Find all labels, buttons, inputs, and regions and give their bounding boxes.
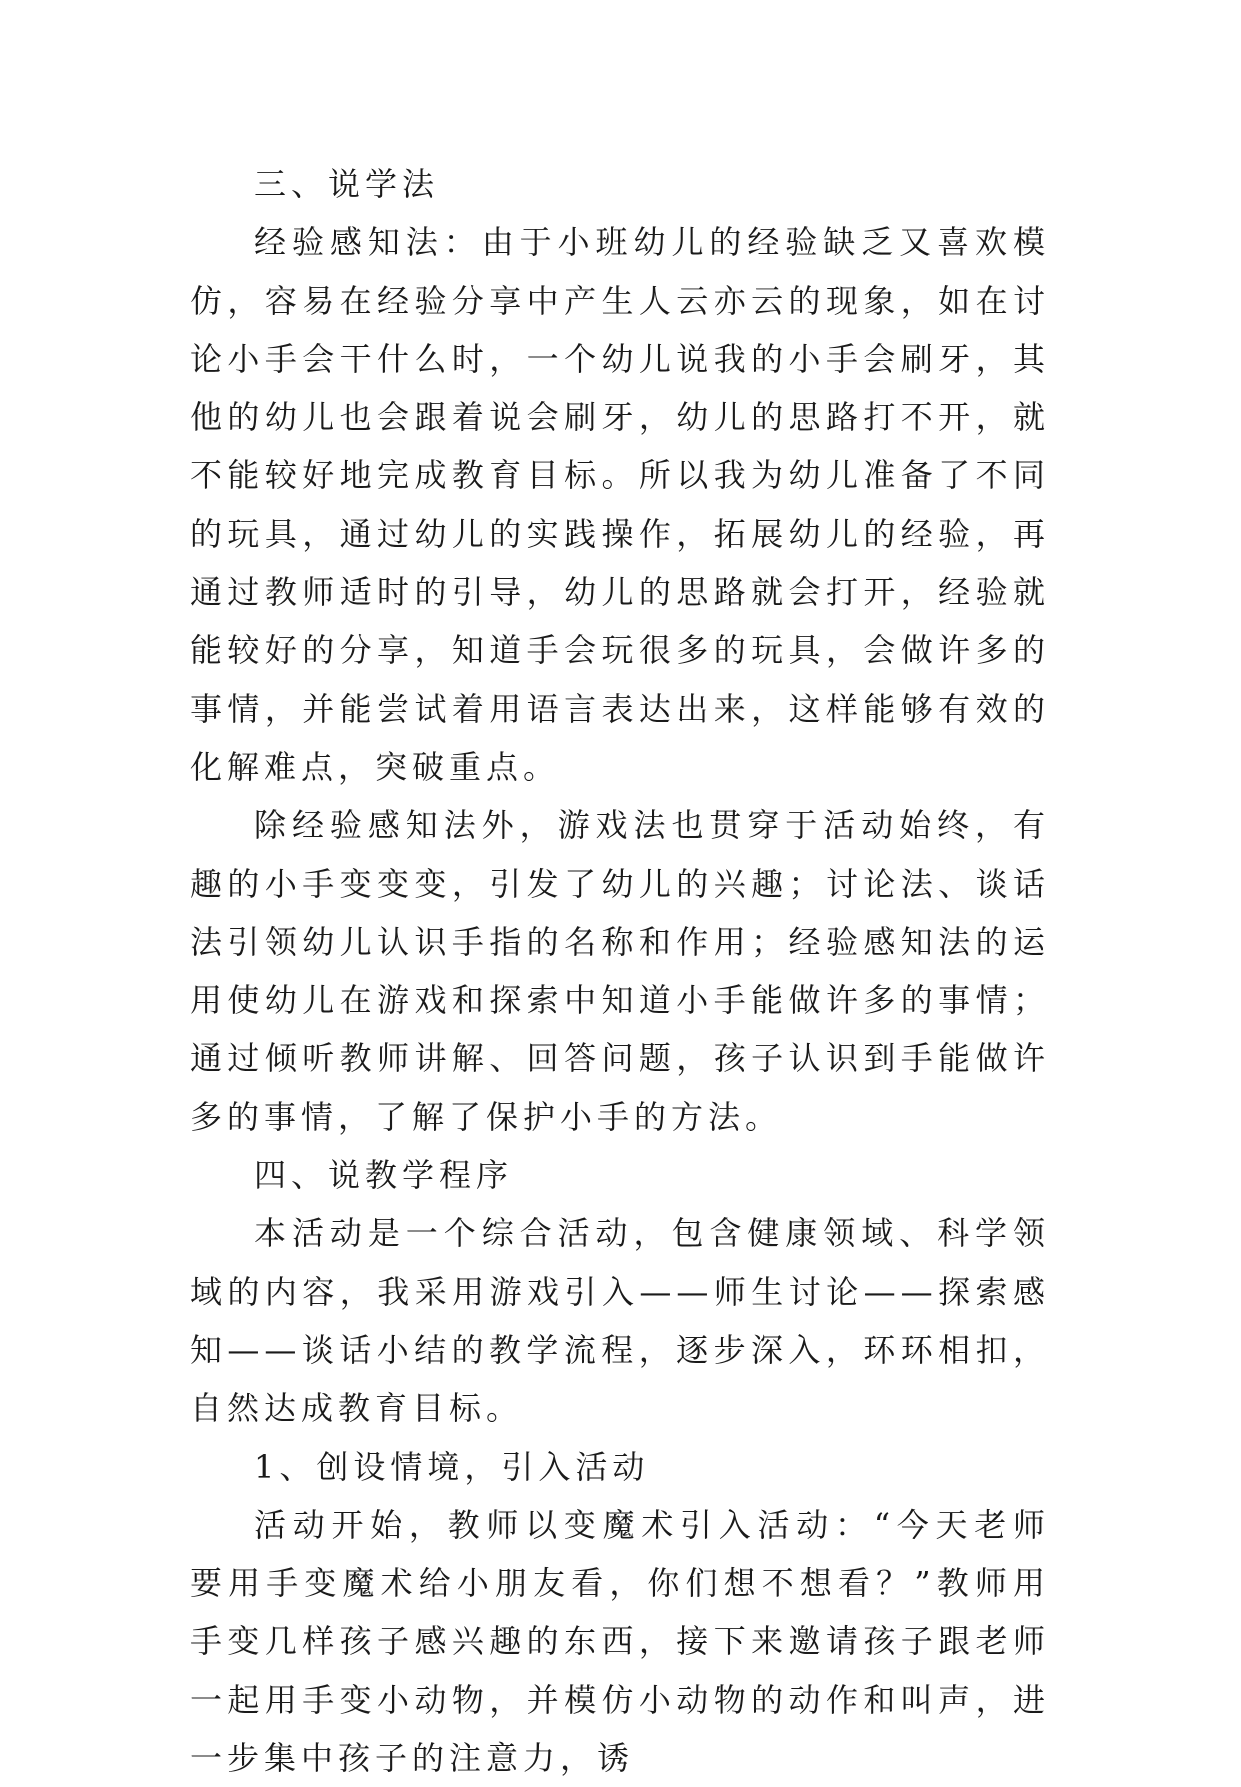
- section-heading-teaching-procedure: 四、说教学程序: [254, 1156, 514, 1195]
- paragraph-other-methods: 除经验感知法外，游戏法也贯穿于活动始终，有趣的小手变变变，引发了幼儿的兴趣；讨论法、谈话法引领幼儿认识手指的名称和作用；经验感知法的运用使幼儿在游戏和探索中知道小手能做许多的事情；通过倾听教师讲解、回答问题，孩子认识到手能做许多的事情，了解了保护小手的方法。: [190, 806, 1050, 1136]
- paragraph-procedure-overview: 本活动是一个综合活动，包含健康领域、科学领域的内容，我采用游戏引入——师生讨论——探索感知——谈话小结的教学流程，逐步深入，环环相扣，自然达成教育目标。: [190, 1214, 1050, 1428]
- document-body: [190, 155, 1050, 1787]
- subheading-create-scenario: 1、创设情境，引入活动: [254, 1447, 650, 1486]
- paragraph-experience-method: 经验感知法：由于小班幼儿的经验缺乏又喜欢模仿，容易在经验分享中产生人云亦云的现象，如在讨论小手会干什么时，一个幼儿说我的小手会刷牙，其他的幼儿也会跟着说会刷牙，幼儿的思路打不开，就不能较好地完成教育目标。所以我为幼儿准备了不同的玩具，通过幼儿的实践操作，拓展幼儿的经验，再通过教师适时的引导，幼儿的思路就会打开，经验就能较好的分享，知道手会玩很多的玩具，会做许多的事情，并能尝试着用语言表达出来，这样能够有效的化解难点，突破重点。: [190, 223, 1050, 786]
- paragraph-activity-start: 活动开始，教师以变魔术引入活动：“今天老师要用手变魔术给小朋友看，你们想不想看？”教师用手变几样孩子感兴趣的东西，接下来邀请孩子跟老师一起用手变小动物，并模仿小动物的动作和叫声，进一步集中孩子的注意力，诱: [190, 1505, 1050, 1778]
- section-heading-study-methods: 三、说学法: [254, 165, 440, 203]
